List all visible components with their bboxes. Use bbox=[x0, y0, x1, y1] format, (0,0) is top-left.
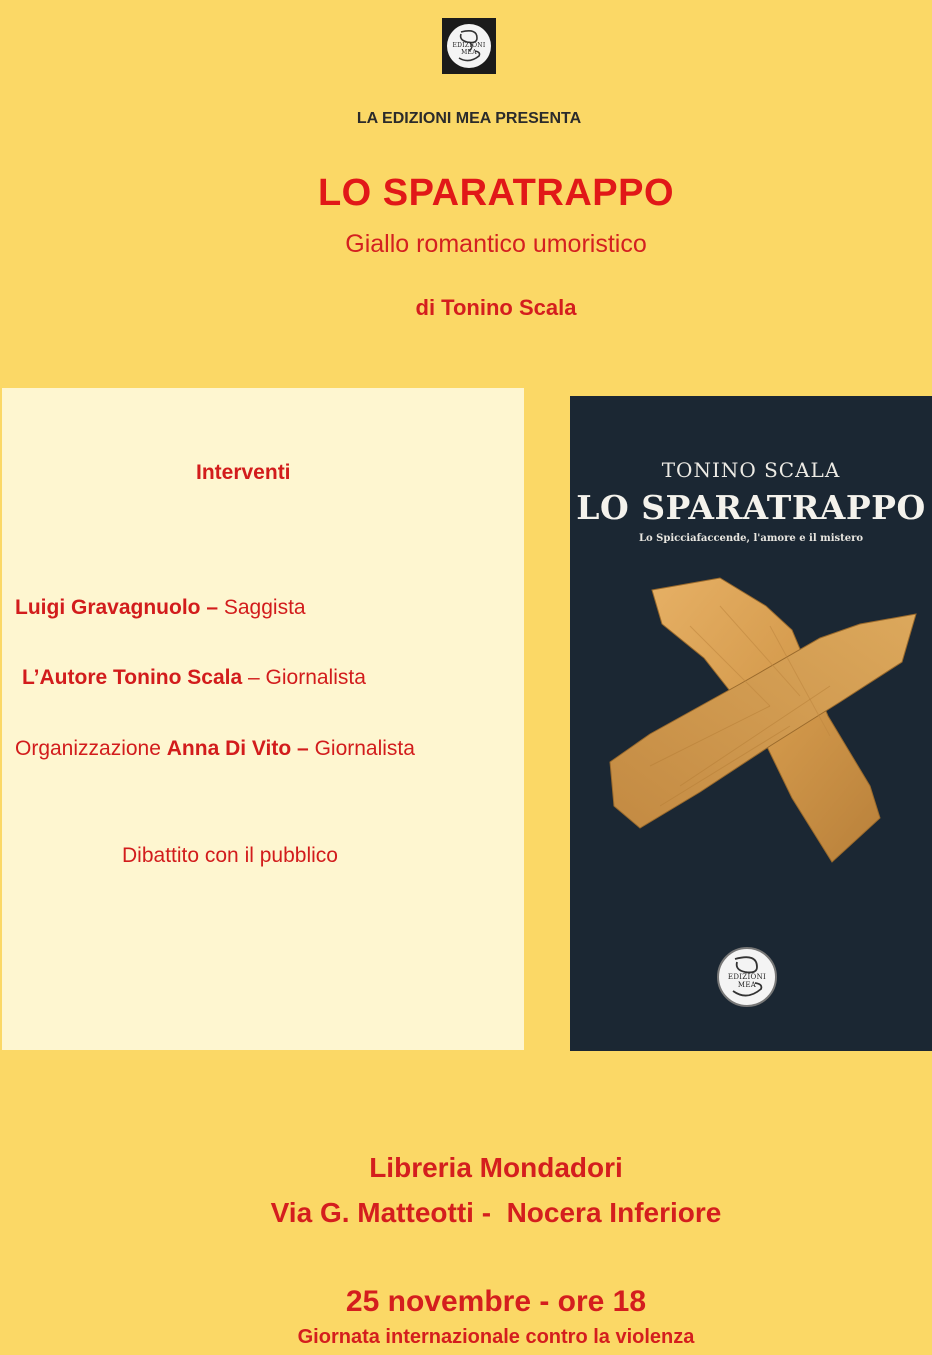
closing-line: Dibattito con il pubblico bbox=[122, 844, 338, 867]
speaker-2-prefix: L’Autore bbox=[22, 666, 114, 689]
speaker-1-role: Saggista bbox=[223, 596, 306, 619]
publisher-logo bbox=[442, 18, 496, 74]
speaker-2-name: Tonino Scala bbox=[113, 666, 243, 689]
speaker-2 bbox=[22, 666, 366, 690]
cover-logo-label: EDIZIONI MEA bbox=[727, 972, 767, 989]
cover-publisher-logo bbox=[717, 947, 777, 1007]
speaker-1 bbox=[15, 596, 306, 620]
speaker-2-sep: – bbox=[242, 666, 266, 689]
venue-name: Libreria Mondadori bbox=[369, 1152, 623, 1183]
speaker-3 bbox=[15, 737, 415, 761]
event-occasion: Giornata internazionale contro la violenza bbox=[297, 1326, 695, 1348]
cover-author: TONINO SCALA bbox=[661, 458, 841, 482]
speaker-1-name: Luigi Gravagnuolo bbox=[15, 596, 201, 619]
book-cover bbox=[570, 396, 932, 1051]
crossed-tape-icon bbox=[570, 566, 932, 916]
cover-title: LO SPARATRAPPO bbox=[576, 488, 926, 527]
cover-subtitle: Lo Spicciafaccende, l'amore e il mistero bbox=[638, 533, 864, 544]
presenta-line: LA EDIZIONI MEA PRESENTA bbox=[356, 110, 582, 127]
venue-address: Via G. Matteotti - Nocera Inferiore bbox=[270, 1197, 722, 1228]
page-subtitle: Giallo romantico umoristico bbox=[345, 230, 647, 258]
speaker-1-sep: – bbox=[200, 596, 224, 619]
dragon-emblem-icon bbox=[447, 24, 491, 68]
speaker-3-prefix: Organizzazione bbox=[15, 737, 167, 760]
speaker-3-name: Anna Di Vito bbox=[166, 737, 292, 760]
author-line: di Tonino Scala bbox=[415, 295, 577, 320]
speaker-2-role: Giornalista bbox=[265, 666, 366, 689]
speakers-heading: Interventi bbox=[196, 461, 291, 484]
speakers-panel bbox=[2, 388, 524, 1050]
page-title: LO SPARATRAPPO bbox=[317, 172, 675, 214]
speaker-3-role: Giornalista bbox=[314, 737, 415, 760]
logo-label: EDIZIONI MEA bbox=[452, 42, 486, 57]
speaker-3-sep: – bbox=[291, 737, 315, 760]
event-date: 25 novembre - ore 18 bbox=[345, 1285, 647, 1318]
